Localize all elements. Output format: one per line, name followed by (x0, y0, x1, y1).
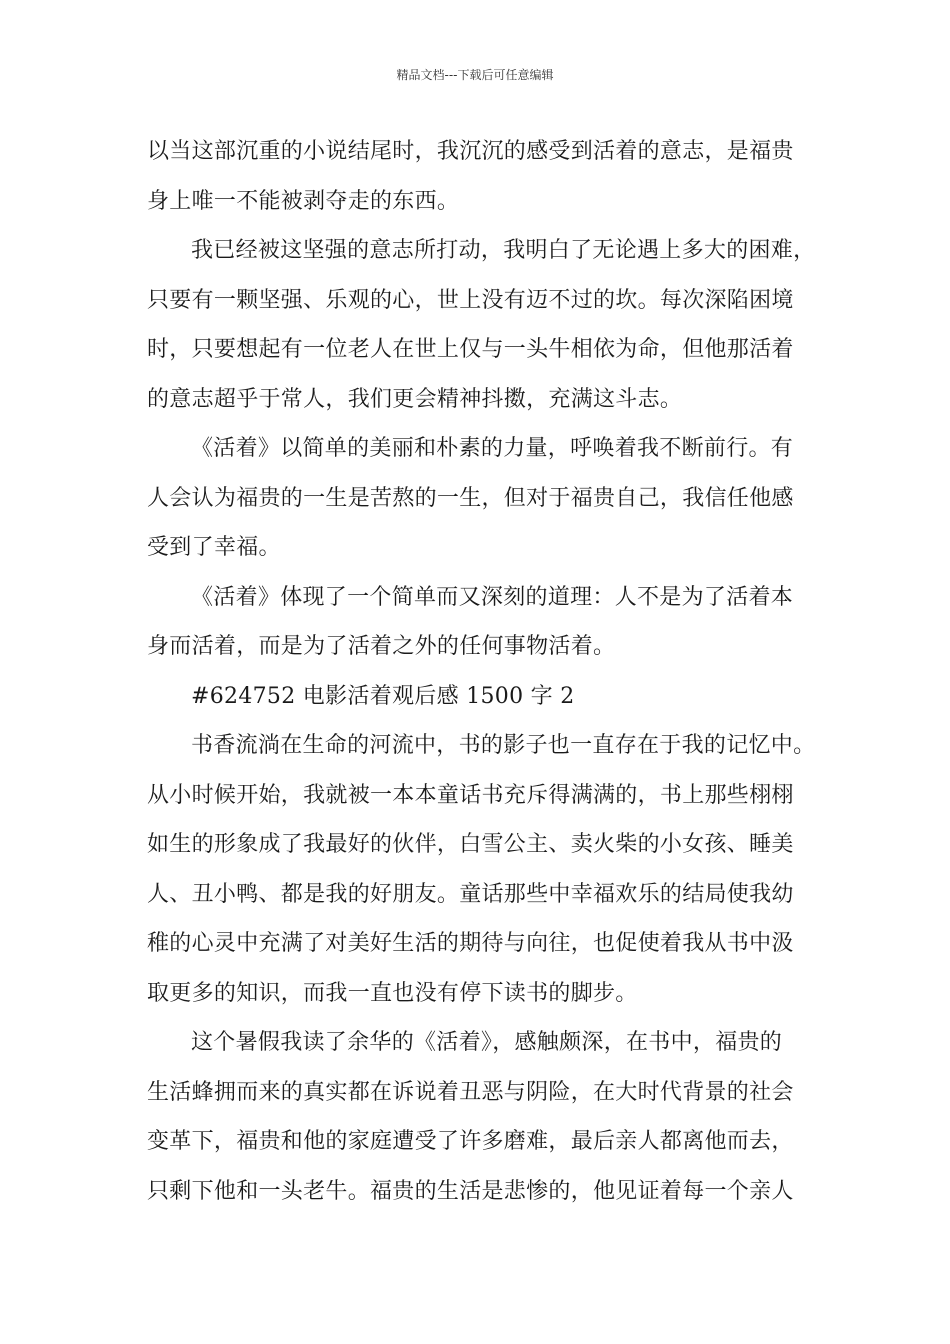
text-line: 的意志超乎于常人，我们更会精神抖擞，充满这斗志。 (147, 386, 683, 412)
text-line: 变革下，福贵和他的家庭遭受了许多磨难，最后亲人都离他而去， (147, 1129, 794, 1154)
paragraph-start-line: 我已经被这坚强的意志所打动，我明白了无论遇上多大的困难， (191, 238, 816, 263)
text-line: 以当这部沉重的小说结尾时，我沉沉的感受到活着的意志，是福贵 (147, 139, 794, 164)
paragraph-start-line: 《活着》体现了一个简单而又深刻的道理：人不是为了活着本 (191, 584, 794, 610)
text-line: 受到了幸福。 (147, 535, 281, 560)
text-line: 取更多的知识，而我一直也没有停下读书的脚步。 (147, 980, 638, 1006)
text-line: 人、丑小鸭、都是我的好朋友。童话那些中幸福欢乐的结局使我幼 (147, 881, 794, 907)
text-line: 时，只要想起有一位老人在世上仅与一头牛相依为命，但他那活着 (147, 337, 794, 362)
text-line: 身上唯一不能被剥夺走的东西。 (147, 188, 460, 214)
paragraph-start-line: 书香流淌在生命的河流中，书的影子也一直存在于我的记忆中。 (191, 733, 816, 758)
text-line: 从小时候开始，我就被一本本童话书充斥得满满的，书上那些栩栩 (147, 782, 794, 808)
text-line: 人会认为福贵的一生是苦熬的一生，但对于福贵自己，我信任他感 (147, 485, 794, 511)
paragraph-start-line: 《活着》以简单的美丽和朴素的力量，呼唤着我不断前行。有 (191, 436, 794, 461)
text-line: 只剩下他和一头老牛。福贵的生活是悲惨的，他见证着每一个亲人 (147, 1178, 794, 1204)
text-line: 只要有一颗坚强、乐观的心，世上没有迈不过的坎。每次深陷困境 (147, 287, 794, 313)
page-header: 精品文档---下载后可任意编辑 (396, 68, 554, 82)
body-text (147, 130, 816, 1219)
text-line: 稚的心灵中充满了对美好生活的期待与向往，也促使着我从书中汲 (147, 931, 794, 956)
paragraph-start-line: 这个暑假我读了余华的《活着》，感触颇深，在书中，福贵的 (191, 1030, 783, 1055)
section-heading: #624752 电影活着观后感 1500 字 2 (191, 683, 575, 709)
text-line: 生活蜂拥而来的真实都在诉说着丑恶与阴险，在大时代背景的社会 (147, 1079, 794, 1105)
text-line: 如生的形象成了我最好的伙伴，白雪公主、卖火柴的小女孩、睡美 (147, 832, 794, 857)
text-line: 身而活着，而是为了活着之外的任何事物活着。 (147, 634, 616, 659)
